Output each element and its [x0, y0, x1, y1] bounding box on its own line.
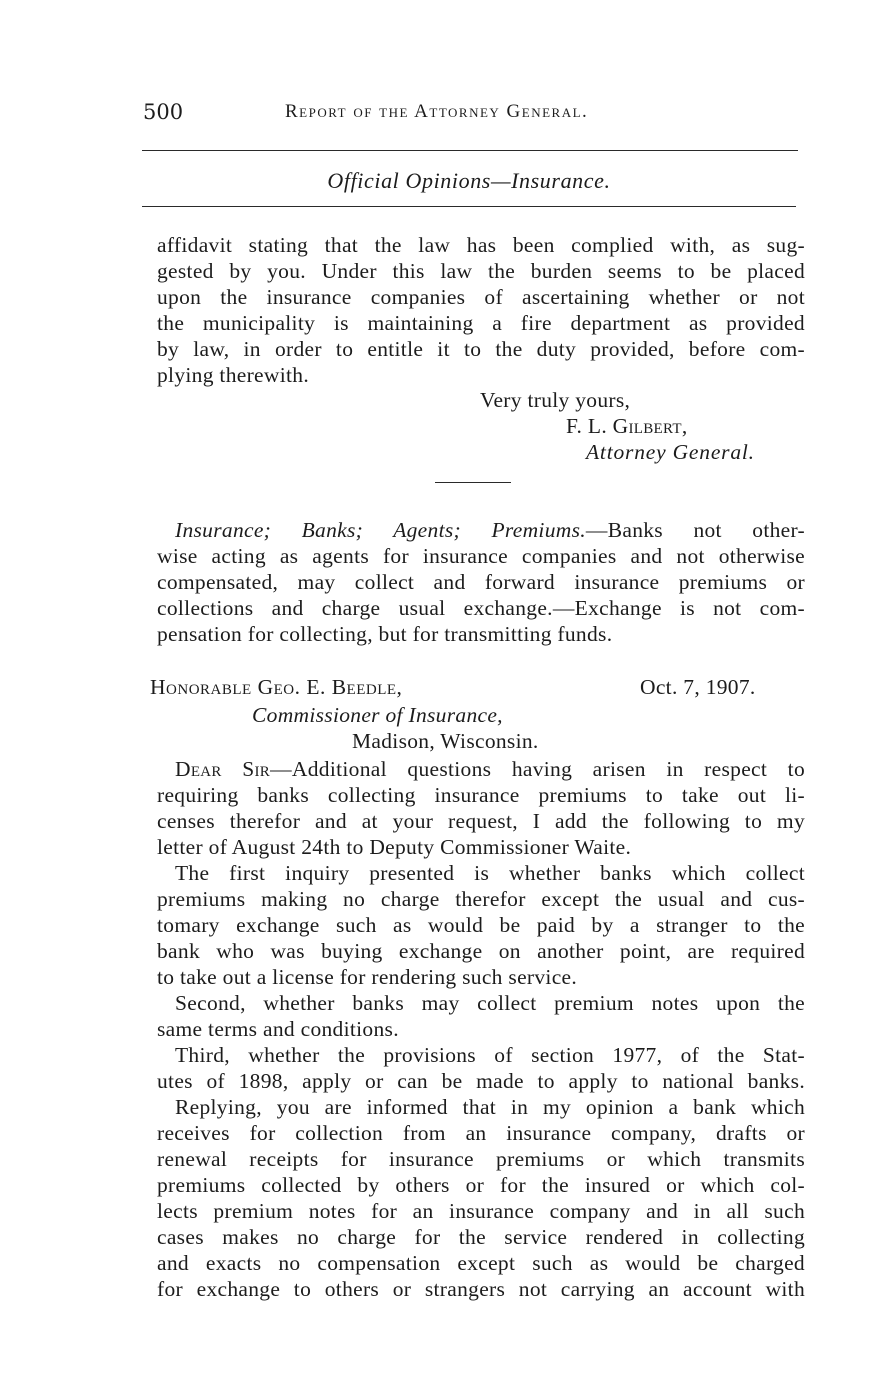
text-line: Second, whether banks may collect premium notes upon the [175, 991, 805, 1015]
paragraph [157, 1094, 805, 1302]
text-line: plying therewith. [157, 363, 309, 387]
text-line: gested by you. Under this law the burden seems to be placed [157, 259, 805, 283]
paragraph [157, 1042, 805, 1094]
text-line: censes therefor and at your request, I add the following to my [157, 809, 805, 833]
text-line: renewal receipts for insurance premiums or which transmits [157, 1147, 805, 1171]
headnote-topic: Insurance; Banks; Agents; Premiums. [175, 518, 586, 542]
paragraph [157, 756, 805, 860]
section-title: Official Opinions—Insurance. [327, 168, 611, 193]
running-title: Report of the Attorney General. [285, 101, 589, 122]
text-line: letter of August 24th to Deputy Commissioner Waite. [157, 835, 632, 859]
text-line: same terms and conditions. [157, 1017, 399, 1041]
salutation: Dear Sir [175, 757, 271, 781]
paragraph [157, 990, 805, 1042]
text-line: lects premium notes for an insurance company and in all such [157, 1199, 805, 1223]
headnote [157, 517, 805, 647]
closing-line: Very truly yours, [480, 388, 631, 412]
text-line: collections and charge usual exchange.—Exchange is not com- [157, 596, 805, 620]
text-line: pensation for collecting, but for transmitting funds. [157, 622, 613, 646]
header-rule-bottom [142, 206, 796, 207]
letter-body [157, 756, 805, 1302]
page-number: 500 [143, 100, 184, 124]
text-line: compensated, may collect and forward insurance premiums or [157, 570, 805, 594]
text-line: receives for collection from an insurance company, drafts or [157, 1121, 805, 1145]
paragraph-text: —Additional questions having arisen in respect to [270, 757, 805, 781]
headnote-first-line [157, 517, 805, 543]
text-line: upon the insurance companies of ascertaining whether or not [157, 285, 805, 309]
text-line: Third, whether the provisions of section 1977, of the Stat- [175, 1043, 805, 1067]
text-line: for exchange to others or strangers not carrying an account with [157, 1277, 805, 1301]
text-line: bank who was buying exchange on another point, are required [157, 939, 805, 963]
text-line: premiums making no charge therefor except the usual and cus- [157, 887, 805, 911]
addressee-title: Commissioner of Insurance, [252, 703, 503, 727]
text-line: tomary exchange such as would be paid by a stranger to the [157, 913, 805, 937]
addressee-name: Honorable Geo. E. Beedle, [150, 675, 403, 699]
text-line: The first inquiry presented is whether banks which collect [175, 861, 805, 885]
text-line: wise acting as agents for insurance companies and not otherwise [157, 544, 805, 568]
text-line: utes of 1898, apply or can be made to apply to national banks. [157, 1069, 805, 1093]
headnote-text: —Banks not other- [585, 518, 805, 542]
text-line: the municipality is maintaining a fire department as provided [157, 311, 805, 335]
text-line: by law, in order to entitle it to the duty provided, before com- [157, 337, 805, 361]
paragraph [157, 860, 805, 990]
addressee-place: Madison, Wisconsin. [352, 729, 539, 753]
text-line: affidavit stating that the law has been complied with, as sug- [157, 233, 805, 257]
text-line: Replying, you are informed that in my opinion a bank which [175, 1095, 805, 1119]
signer-name: F. L. Gilbert, [566, 414, 688, 438]
signer-title: Attorney General. [586, 440, 755, 464]
text-line: premiums collected by others or for the insured or which col- [157, 1173, 805, 1197]
salutation-line [157, 756, 805, 782]
text-line: and exacts no compensation except such as would be charged [157, 1251, 805, 1275]
header-rule-top [142, 150, 798, 151]
section-divider [435, 482, 511, 483]
text-line: requiring banks collecting insurance premiums to take out li- [157, 783, 805, 807]
text-line: cases makes no charge for the service rendered in collecting [157, 1225, 805, 1249]
text-line: to take out a license for rendering such service. [157, 965, 578, 989]
continuation-paragraph [157, 232, 805, 388]
letter-date: Oct. 7, 1907. [640, 675, 756, 699]
